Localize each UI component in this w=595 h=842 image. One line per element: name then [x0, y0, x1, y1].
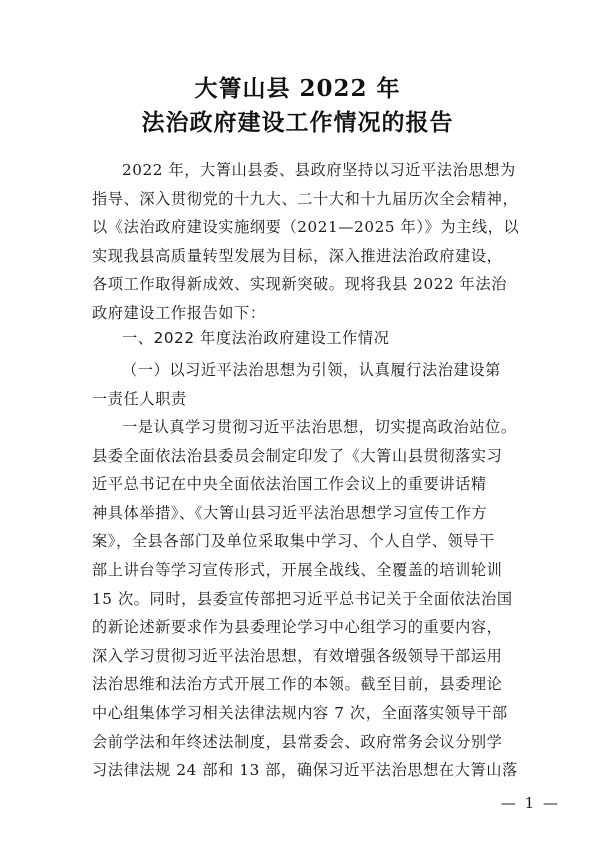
subsection-heading-line: （一）以习近平法治思想为引领，认真履行法治建设第	[122, 361, 501, 379]
paragraph-line: 习法律法规 24 部和 13 部，确保习近平法治思想在大箐山落	[92, 761, 518, 780]
paragraph-line: 15 次。同时，县委宣传部把习近平总书记关于全面依法治国	[92, 589, 513, 608]
intro-line: 指导、深入贯彻党的十九大、二十大和十九届历次全会精神，	[92, 189, 519, 208]
document-title-line-1: 大箐山县 2022 年	[194, 75, 401, 102]
subsection-heading	[92, 356, 522, 413]
paragraph-line: 近平总书记在中央全面依法治国工作会议上的重要讲话精	[92, 475, 487, 494]
paragraph-line: 深入学习贯彻习近平法治思想，有效增强各级领导干部运用	[92, 646, 503, 665]
intro-line: 政府建设工作报告如下：	[92, 303, 266, 322]
paragraph-line: 案》，全县各部门及单位采取集中学习、个人自学、领导干	[92, 532, 495, 551]
intro-line: 实现我县高质量转型发展为目标，深入推进法治政府建设，	[92, 246, 503, 265]
paragraph-line: 神具体举措》、《大箐山县习近平法治思想学习宣传工作方	[92, 503, 488, 522]
subsection-heading-line: 一责任人职责	[92, 389, 187, 408]
intro-line: 各项工作取得新成效、实现新突破。现将我县 2022 年法治	[92, 275, 508, 294]
paragraph-line: 的新论述新要求作为县委理论学习中心组学习的重要内容，	[92, 618, 503, 637]
page-number: — 1 —	[500, 794, 560, 812]
intro-line: 以《法治政府建设实施纲要（2021—2025 年）》为主线，以	[92, 218, 520, 237]
intro-paragraph	[92, 156, 522, 328]
section-heading: 一、2022 年度法治政府建设工作情况	[122, 329, 390, 347]
paragraph-line: 一是认真学习贯彻习近平法治思想，切实提高政治站位。	[122, 418, 517, 436]
paragraph-line: 中心组集体学习相关法律法规内容 7 次，全面落实领导干部	[92, 703, 508, 722]
body-paragraph	[92, 413, 522, 785]
paragraph-line: 会前学法和年终述法制度，县常委会、政府常务会议分别学	[92, 732, 503, 751]
document-title-line-2: 法治政府建设工作情况的报告	[141, 109, 454, 136]
intro-line: 2022 年，大箐山县委、县政府坚持以习近平法治思想为	[122, 161, 516, 179]
paragraph-line: 法治思维和法治方式开展工作的本领。截至目前，县委理论	[92, 675, 503, 694]
paragraph-line: 部上讲台等学习宣传形式，开展全战线、全覆盖的培训轮训	[92, 560, 503, 579]
paragraph-line: 县委全面依法治县委员会制定印发了《大箐山县贯彻落实习	[92, 446, 503, 465]
